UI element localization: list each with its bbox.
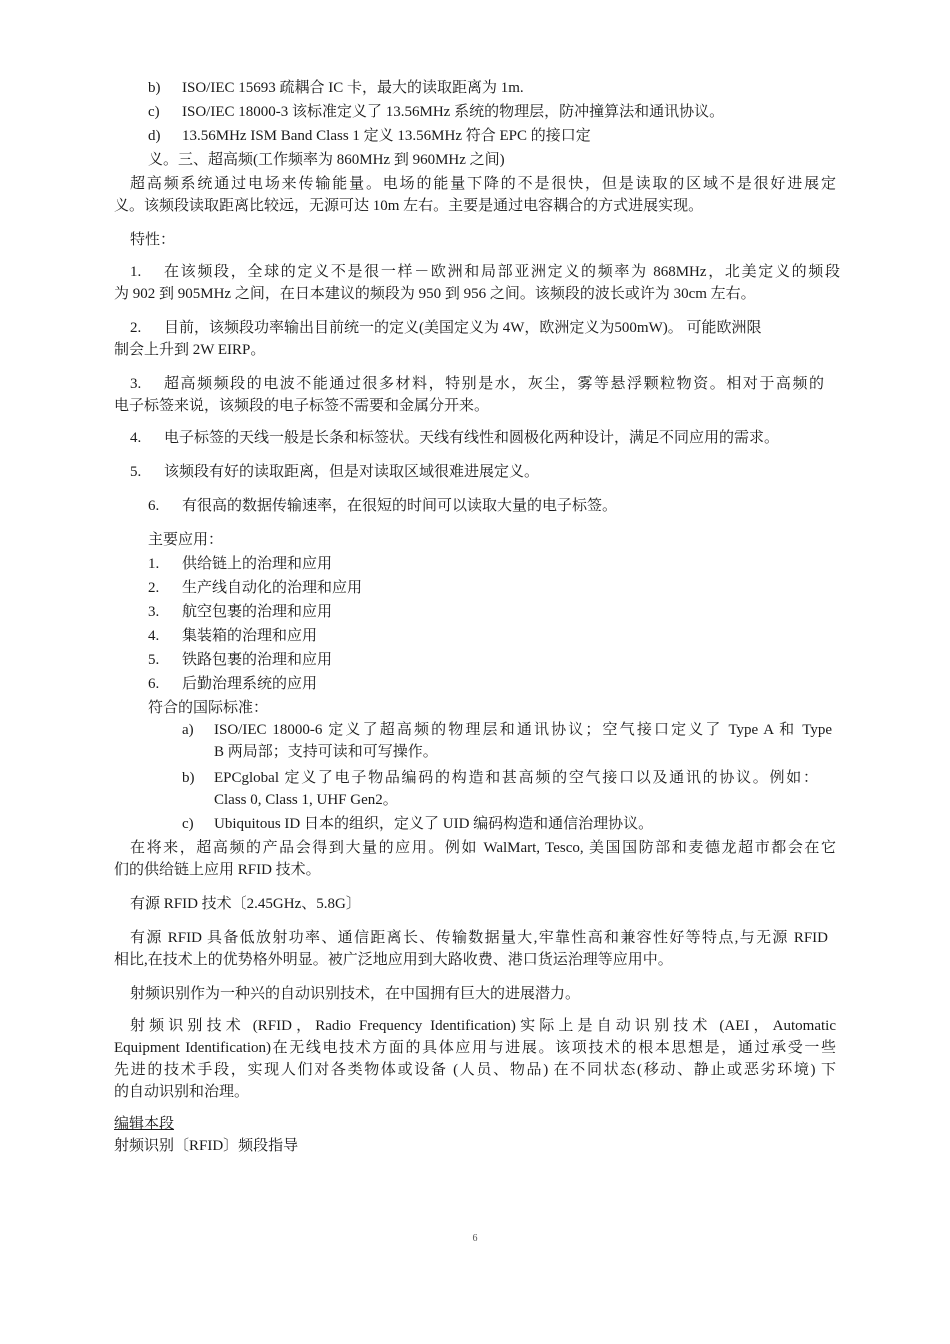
future-line-2: 们的供给链上应用 RFID 技术。 <box>114 862 321 878</box>
feature-4-line-1: 电子标签的天线一般是长条和标签状。天线有线性和圆极化两种设计，满足不同应用的需求。 <box>164 430 780 446</box>
potential-text: 射频识别作为一种兴的自动识别技术，在中国拥有巨大的进展潜力。 <box>130 986 581 1002</box>
feature-6-line-1: 有很高的数据传输速率，在很短的时间可以读取大量的电子标签。 <box>182 498 618 514</box>
feature-5-line-1: 该频段有好的读取距离，但是对读取区域很难进展定义。 <box>164 464 540 480</box>
app-marker-1: 1. <box>148 556 160 572</box>
feature-marker-1: 1. <box>130 264 142 280</box>
app-text-3: 航空包裹的治理和应用 <box>182 604 333 620</box>
page-number: 6 <box>472 1233 478 1244</box>
app-marker-4: 4. <box>148 628 160 644</box>
app-text-2: 生产线自动化的治理和应用 <box>182 580 363 596</box>
feature-3-line-1: 超高频频段的电波不能通过很多材料，特别是水，灰尘，雾等悬浮颗粒物资。相对于高频的 <box>164 376 824 392</box>
footer-heading: 射频识别〔RFID〕频段指导 <box>114 1138 299 1154</box>
standard-item-b: b) <box>148 80 161 96</box>
feature-2-line-1: 目前，该频段功率输出目前统一的定义(美国定义为 4W，欧洲定义为500mW)。 可能欧洲限 <box>164 320 762 336</box>
app-text-1: 供给链上的治理和应用 <box>182 556 333 572</box>
feature-1-line-2: 为 902 到 905MHz 之间，在日本建议的频段为 950 到 956 之间。该频段的波长或许为 30cm 左右。 <box>114 286 756 302</box>
intl-c-line-1: Ubiquitous ID 日本的组织，定义了 UID 编码构造和通信治理协议。 <box>214 816 654 832</box>
feature-marker-6: 6. <box>148 498 160 514</box>
intl-a-line-1: ISO/IEC 18000-6 定义了超高频的物理层和通讯协议；空气接口定义了 Type A 和 Type <box>214 722 832 738</box>
intl-b-line-2: Class 0, Class 1, UHF Gen2。 <box>214 792 398 808</box>
app-text-4: 集装箱的治理和应用 <box>182 628 318 644</box>
rfid-line-4: 的自动识别和治理。 <box>114 1084 250 1100</box>
rfid-line-3: 先进的技术手段，实现人们对各类物体或设备 (人员、物品) 在不同状态(移动、静止或恶劣环境) 下 <box>114 1062 836 1078</box>
app-text-5: 铁路包裹的治理和应用 <box>182 652 333 668</box>
app-text-6: 后勤治理系统的应用 <box>182 676 318 692</box>
app-marker-2: 2. <box>148 580 160 596</box>
section-heading: 义。三、超高频(工作频率为 860MHz 到 960MHz 之间) <box>148 152 505 168</box>
standard-text-c: ISO/IEC 18000-3 该标准定义了 13.56MHz 系统的物理层，防冲撞算法和通讯协议。 <box>182 104 725 120</box>
app-marker-3: 3. <box>148 604 160 620</box>
rfid-line-2: Equipment Identification)在无线电技术方面的具体应用与进展。该项技术的根本思想是，通过承受一些 <box>114 1040 836 1056</box>
intl-b-line-1: EPCglobal 定义了电子物品编码的构造和甚高频的空气接口以及通讯的协议。例如： <box>214 770 818 786</box>
feature-marker-3: 3. <box>130 376 142 392</box>
standard-text-b: ISO/IEC 15693 疏耦合 IC 卡，最大的读取距离为 1m. <box>182 80 524 96</box>
feature-marker-2: 2. <box>130 320 142 336</box>
rfid-line-1: 射频识别技术 (RFID，Radio Frequency Identification)实际上是自动识别技术 (AEI，Automatic <box>130 1018 836 1034</box>
intl-a-line-2: B 两局部；支持可读和可写操作。 <box>214 744 438 760</box>
feature-2-line-2: 制会上升到 2W EIRP。 <box>114 342 266 358</box>
intl-marker-b: b) <box>182 770 195 786</box>
feature-3-line-2: 电子标签来说，该频段的电子标签不需要和金属分开来。 <box>114 398 490 414</box>
active-line-1: 有源 RFID 具备低放射功率、通信距离长、传输数据量大,牢靠性高和兼容性好等特点,与无源 RFID <box>130 930 828 946</box>
app-marker-5: 5. <box>148 652 160 668</box>
intl-marker-a: a) <box>182 722 194 738</box>
future-line-1: 在将来，超高频的产品会得到大量的应用。例如 WalMart, Tesco, 美国国防部和麦德龙超市都会在它 <box>130 840 836 856</box>
standard-item-d: d) <box>148 128 161 144</box>
intl-marker-c: c) <box>182 816 194 832</box>
edit-section-link[interactable]: 编辑本段 <box>114 1116 175 1132</box>
standard-item-c: c) <box>148 104 160 120</box>
active-heading: 有源 RFID 技术〔2.45GHz、5.8G〕 <box>130 896 361 912</box>
applications-label: 主要应用： <box>148 532 224 548</box>
feature-1-line-1: 在该频段，全球的定义不是很一样－欧洲和局部亚洲定义的频率为 868MHz，北美定义的频段 <box>164 264 840 280</box>
intro-line-1: 超高频系统通过电场来传输能量。电场的能量下降的不是很快，但是读取的区域不是很好进展定 <box>130 176 836 192</box>
standard-text-d: 13.56MHz ISM Band Class 1 定义 13.56MHz 符合 EPC 的接口定 <box>182 128 591 144</box>
intl-label: 符合的国际标准： <box>148 700 269 716</box>
features-label: 特性： <box>130 232 176 248</box>
app-marker-6: 6. <box>148 676 160 692</box>
feature-marker-4: 4. <box>130 430 142 446</box>
feature-marker-5: 5. <box>130 464 142 480</box>
intro-line-2: 义。该频段读取距离比较远，无源可达 10m 左右。主要是通过电容耦合的方式进展实现。 <box>114 198 704 214</box>
active-line-2: 相比,在技术上的优势格外明显。被广泛地应用到大路收费、港口货运治理等应用中。 <box>114 952 673 968</box>
